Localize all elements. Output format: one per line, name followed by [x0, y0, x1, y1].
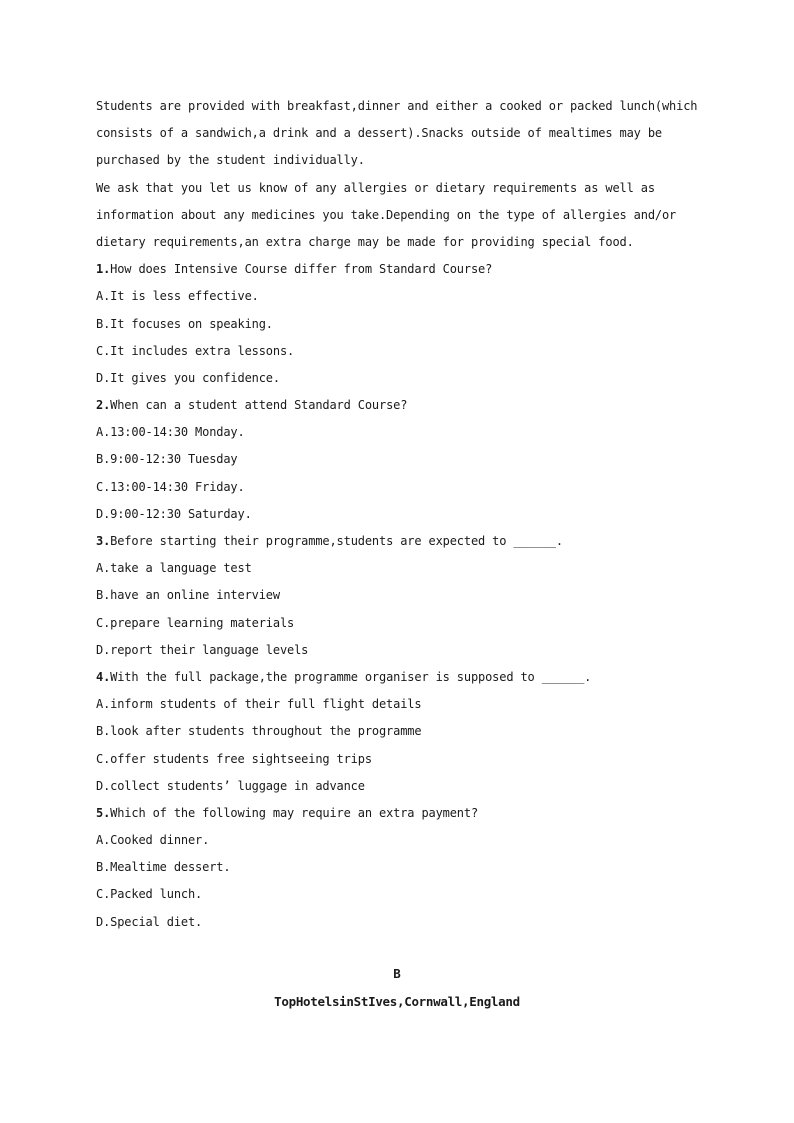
answer-option: D.It gives you confidence.: [96, 370, 280, 385]
answer-option: D.9:00-12:30 Saturday.: [96, 506, 252, 521]
answer-option: D.report their language levels: [96, 642, 309, 657]
answer-option: C.offer students free sightseeing trips: [96, 751, 372, 766]
answer-option: B.9:00-12:30 Tuesday: [96, 452, 238, 467]
answer-option: D.collect students’ luggage in advance: [96, 778, 365, 793]
question-text: When can a student attend Standard Course?: [110, 398, 408, 413]
answer-option: A.take a language test: [96, 561, 252, 576]
document-body: [96, 93, 716, 936]
question-stem: [96, 664, 716, 691]
question-2: [96, 392, 716, 528]
answer-option: A.It is less effective.: [96, 289, 259, 304]
question-stem: [96, 800, 716, 827]
question-1: [96, 256, 716, 392]
passage-line: We ask that you let us know of any allergies or dietary requirements as well as: [96, 180, 655, 195]
question-number: 3.: [96, 534, 111, 548]
question-text: Before starting their programme,students are expected to ______.: [110, 534, 563, 548]
passage-line: consists of a sandwich,a drink and a dessert).Snacks outside of mealtimes may be: [96, 126, 662, 141]
section-letter: B: [393, 966, 401, 981]
answer-option: B.Mealtime dessert.: [96, 860, 231, 875]
question-number: 5.: [96, 805, 111, 820]
question-number: 1.: [96, 262, 111, 277]
answer-option: A.inform students of their full flight details: [96, 697, 422, 712]
answer-option: C.prepare learning materials: [96, 615, 295, 630]
answer-option: C.Packed lunch.: [96, 887, 203, 902]
question-4: [96, 664, 716, 800]
answer-option: B.It focuses on speaking.: [96, 316, 273, 331]
passage-line: dietary requirements,an extra charge may be made for providing special food.: [96, 234, 634, 249]
question-text: How does Intensive Course differ from Standard Course?: [110, 262, 493, 277]
answer-option: B.look after students throughout the programme: [96, 724, 422, 739]
passage: [96, 93, 716, 256]
answer-option: D.Special diet.: [96, 914, 203, 929]
passage-line: Students are provided with breakfast,dinner and either a cooked or packed lunch(which: [96, 99, 698, 113]
answer-option: A.Cooked dinner.: [96, 833, 210, 848]
section-title: TopHotelsinStIves,Cornwall,England: [274, 994, 520, 1009]
answer-option: B.have an online interview: [96, 588, 280, 603]
question-stem: [96, 256, 716, 283]
question-number: 2.: [96, 398, 111, 413]
question-stem: [96, 528, 716, 555]
answer-option: C.13:00-14:30 Friday.: [96, 479, 245, 494]
answer-option: C.It includes extra lessons.: [96, 343, 295, 358]
question-text: Which of the following may require an extra payment?: [110, 805, 479, 820]
question-stem: [96, 392, 716, 419]
question-text: With the full package,the programme organiser is supposed to ______.: [110, 669, 592, 684]
passage-line: information about any medicines you take.Depending on the type of allergies and/or: [96, 207, 677, 222]
question-3: [96, 528, 716, 664]
question-number: 4.: [96, 669, 111, 684]
question-5: [96, 800, 716, 936]
passage-line: purchased by the student individually.: [96, 153, 365, 168]
answer-option: A.13:00-14:30 Monday.: [96, 425, 245, 440]
